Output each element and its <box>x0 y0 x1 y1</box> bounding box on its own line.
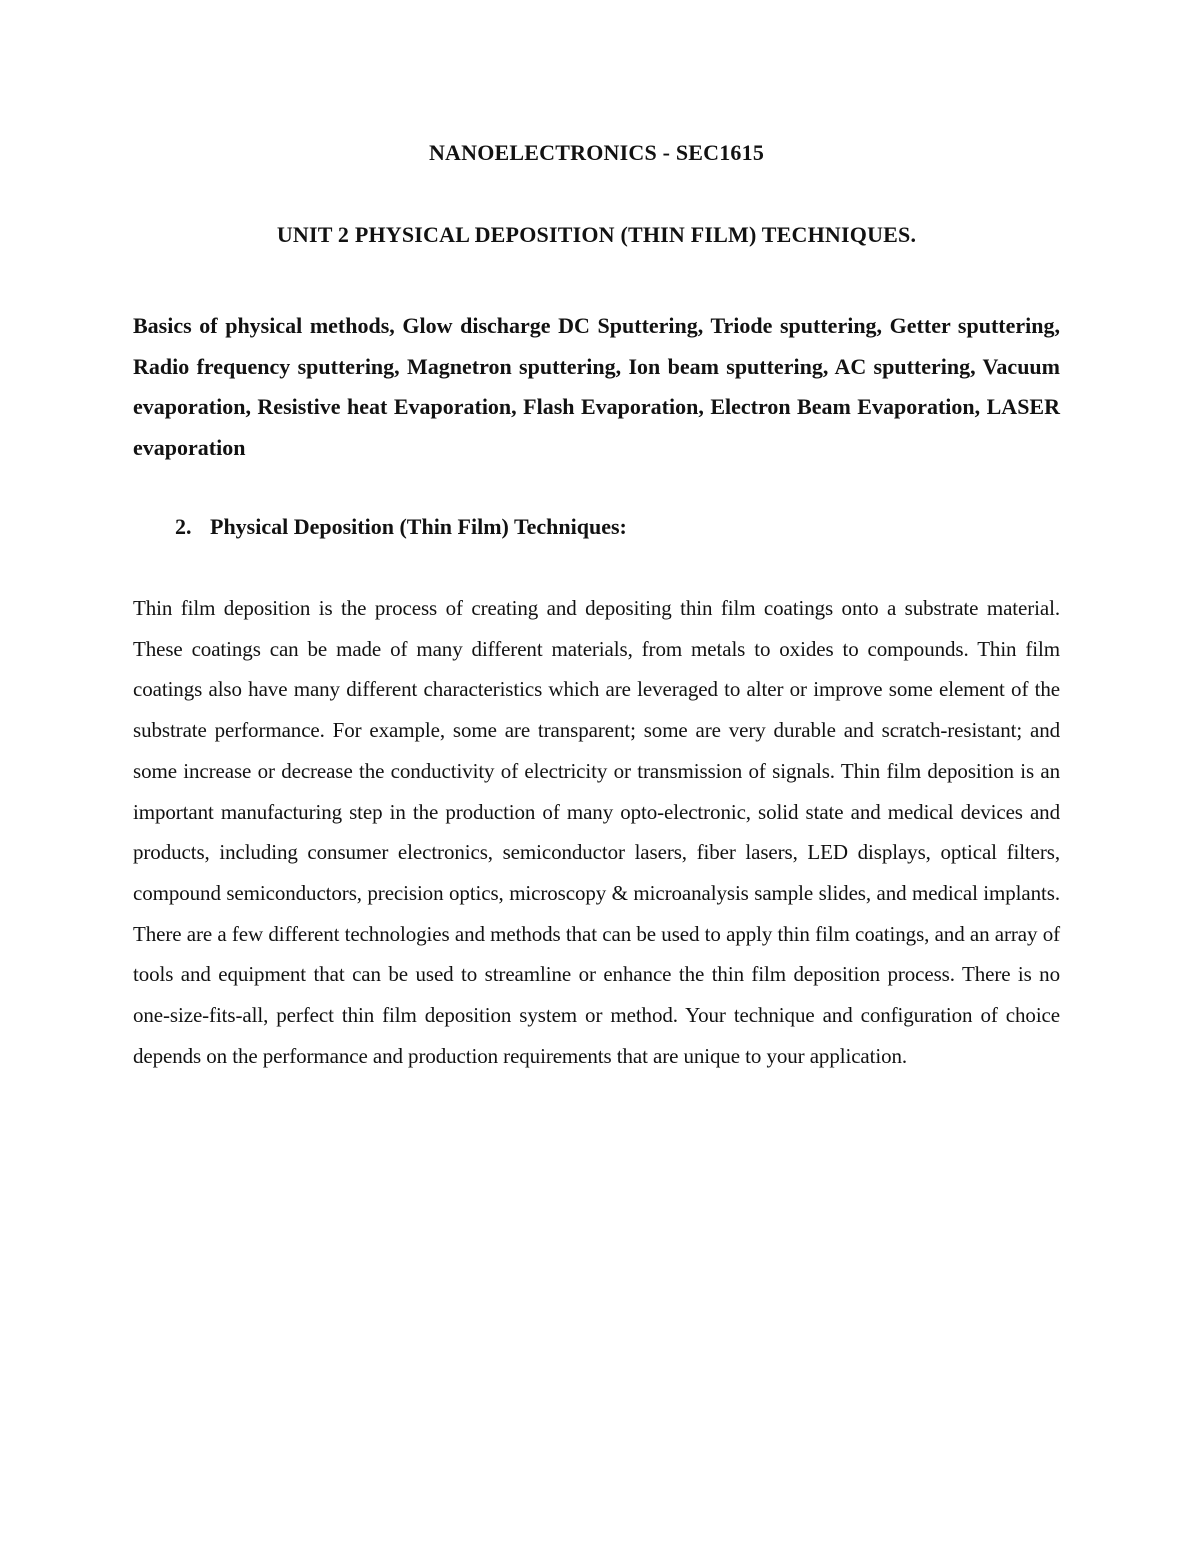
body-paragraph: Thin film deposition is the process of creating and depositing thin film coatings onto a substrate material. These coatings can be made of many different materials, from metals to oxides to compounds. Thin film coatings also have many different characteristics which are leveraged to alter or improve some element of the substrate performance. For example, some are transparent; some are very durable and scratch-resistant; and some increase or decrease the conductivity of electricity or transmission of signals. Thin film deposition is an important manufacturing step in the production of many opto-electronic, solid state and medical devices and products, including consumer electronics, semiconductor lasers, fiber lasers, LED displays, optical filters, compound semiconductors, precision optics, microscopy & microanalysis sample slides, and medical implants. There are a few different technologies and methods that can be used to apply thin film coatings, and an array of tools and equipment that can be used to streamline or enhance the thin film deposition process. There is no one-size-fits-all, perfect thin film deposition system or method. Your technique and configuration of choice depends on the performance and production requirements that are unique to your application. <box>133 596 1060 1068</box>
unit-title: UNIT 2 PHYSICAL DEPOSITION (THIN FILM) TECHNIQUES. <box>276 222 917 247</box>
document-title: NANOELECTRONICS - SEC1615 <box>428 140 765 165</box>
section-heading-text: Physical Deposition (Thin Film) Techniques: <box>210 514 627 539</box>
syllabus-paragraph: Basics of physical methods, Glow discharge DC Sputtering, Triode sputtering, Getter sputtering, Radio frequency sputtering, Magnetron sputtering, Ion beam sputtering, AC sputtering, Vacuum evaporation, Resistive heat Evaporation, Flash Evaporation, Electron Beam Evaporation, LASER evaporation <box>133 313 1060 461</box>
section-heading <box>133 512 1102 542</box>
section-number: 2. <box>175 514 192 539</box>
